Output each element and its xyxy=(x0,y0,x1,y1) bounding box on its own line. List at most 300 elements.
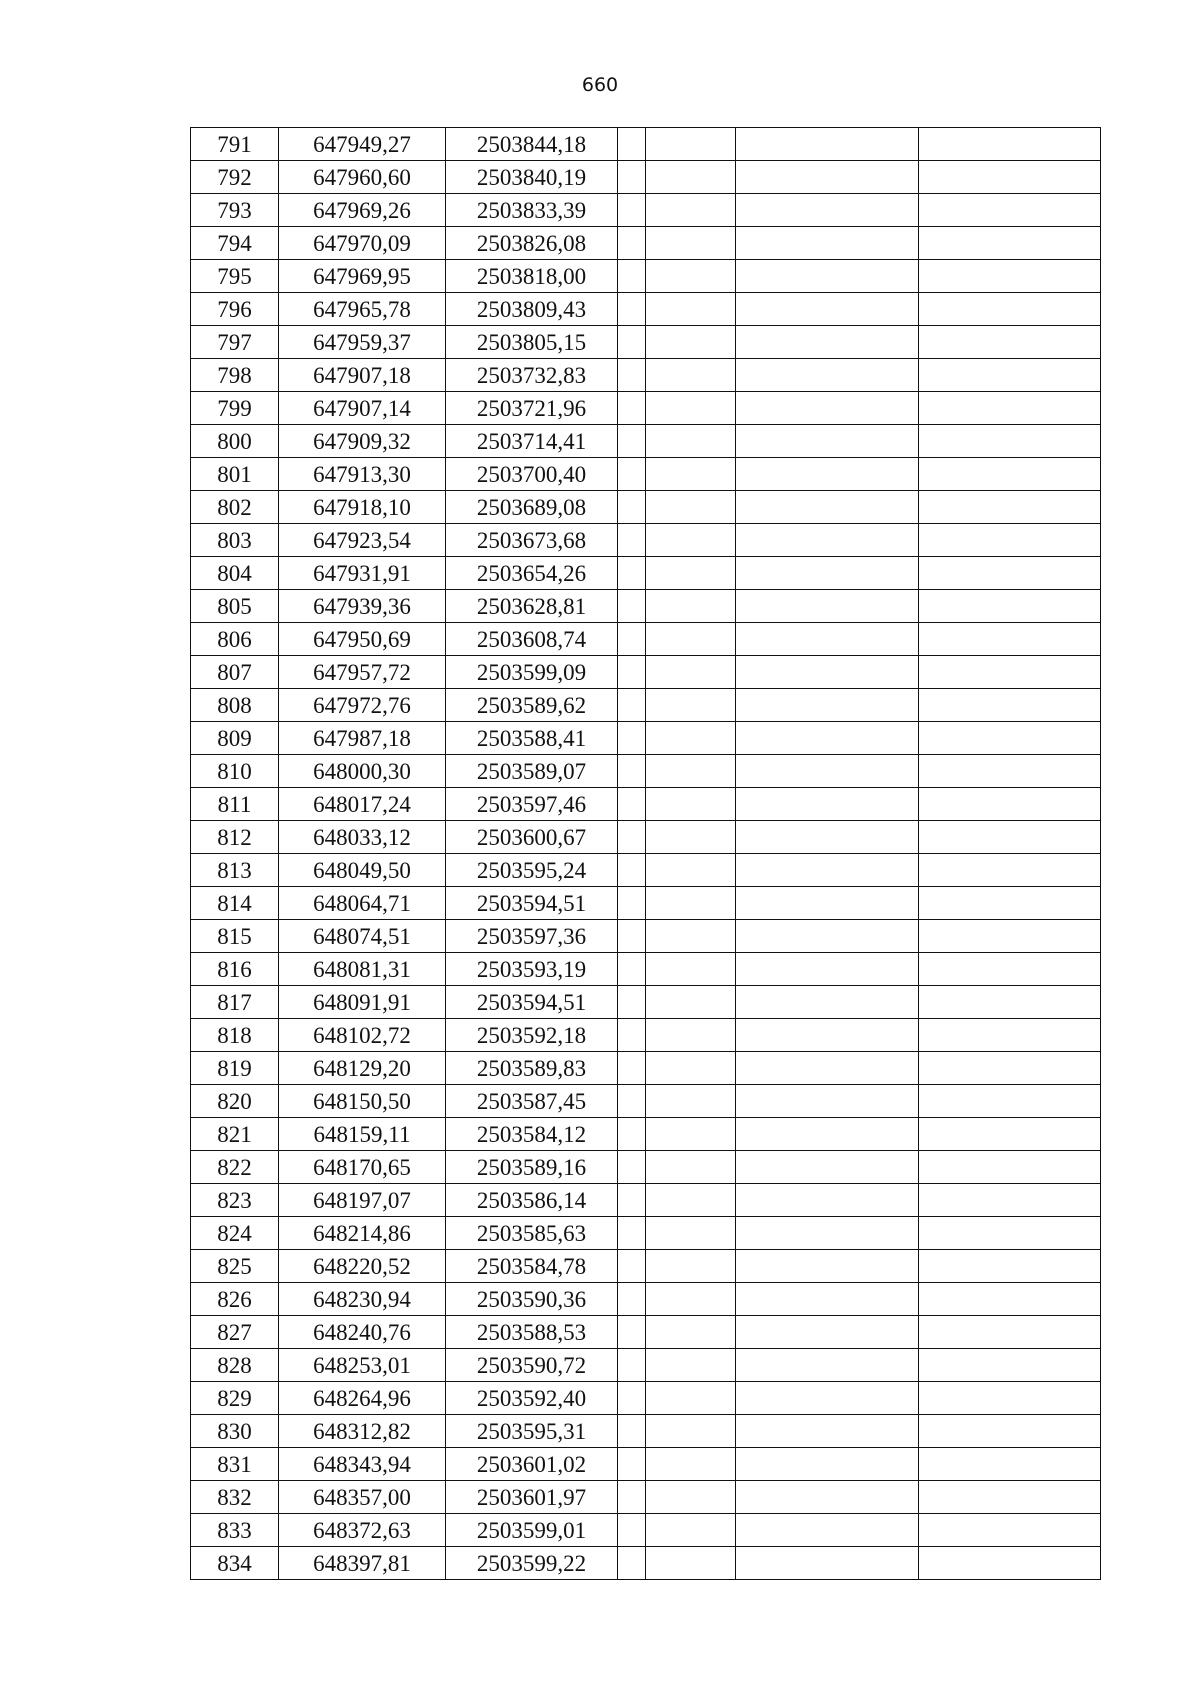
empty-cell xyxy=(646,656,736,689)
table-row xyxy=(191,524,1101,557)
empty-cell xyxy=(736,425,919,458)
empty-cell xyxy=(646,1019,736,1052)
point-number-cell: 834 xyxy=(191,1547,279,1580)
empty-cell xyxy=(736,920,919,953)
empty-cell xyxy=(646,359,736,392)
table-row xyxy=(191,1052,1101,1085)
table-row xyxy=(191,1250,1101,1283)
empty-cell xyxy=(646,491,736,524)
x-coordinate-cell: 648357,00 xyxy=(279,1481,446,1514)
empty-cell xyxy=(646,392,736,425)
empty-cell xyxy=(646,128,736,161)
table-row xyxy=(191,722,1101,755)
empty-cell xyxy=(919,656,1101,689)
empty-cell xyxy=(736,854,919,887)
x-coordinate-cell: 648064,71 xyxy=(279,887,446,920)
table-row xyxy=(191,887,1101,920)
empty-cell xyxy=(919,1085,1101,1118)
empty-cell xyxy=(646,161,736,194)
table-row xyxy=(191,458,1101,491)
point-number-cell: 827 xyxy=(191,1316,279,1349)
empty-cell xyxy=(646,194,736,227)
point-number-cell: 830 xyxy=(191,1415,279,1448)
x-coordinate-cell: 647907,18 xyxy=(279,359,446,392)
y-coordinate-cell: 2503601,97 xyxy=(446,1481,618,1514)
empty-cell xyxy=(618,887,646,920)
empty-cell xyxy=(919,1415,1101,1448)
empty-cell xyxy=(646,590,736,623)
point-number-cell: 795 xyxy=(191,260,279,293)
empty-cell xyxy=(919,1547,1101,1580)
point-number-cell: 813 xyxy=(191,854,279,887)
empty-cell xyxy=(646,1250,736,1283)
x-coordinate-cell: 648253,01 xyxy=(279,1349,446,1382)
table-row xyxy=(191,1316,1101,1349)
empty-cell xyxy=(646,1118,736,1151)
point-number-cell: 802 xyxy=(191,491,279,524)
x-coordinate-cell: 648230,94 xyxy=(279,1283,446,1316)
x-coordinate-cell: 648081,31 xyxy=(279,953,446,986)
empty-cell xyxy=(646,458,736,491)
empty-cell xyxy=(736,161,919,194)
empty-cell xyxy=(919,1118,1101,1151)
empty-cell xyxy=(646,557,736,590)
point-number-cell: 826 xyxy=(191,1283,279,1316)
empty-cell xyxy=(736,557,919,590)
empty-cell xyxy=(646,1349,736,1382)
table-row xyxy=(191,656,1101,689)
empty-cell xyxy=(919,392,1101,425)
empty-cell xyxy=(919,1184,1101,1217)
empty-cell xyxy=(618,1184,646,1217)
table-row xyxy=(191,392,1101,425)
x-coordinate-cell: 647969,26 xyxy=(279,194,446,227)
table-row xyxy=(191,854,1101,887)
empty-cell xyxy=(919,1382,1101,1415)
x-coordinate-cell: 648312,82 xyxy=(279,1415,446,1448)
empty-cell xyxy=(919,1349,1101,1382)
empty-cell xyxy=(618,1085,646,1118)
x-coordinate-cell: 648129,20 xyxy=(279,1052,446,1085)
point-number-cell: 803 xyxy=(191,524,279,557)
table-row xyxy=(191,1085,1101,1118)
x-coordinate-cell: 648159,11 xyxy=(279,1118,446,1151)
y-coordinate-cell: 2503714,41 xyxy=(446,425,618,458)
empty-cell xyxy=(736,1250,919,1283)
empty-cell xyxy=(618,722,646,755)
point-number-cell: 832 xyxy=(191,1481,279,1514)
x-coordinate-cell: 647949,27 xyxy=(279,128,446,161)
x-coordinate-cell: 648220,52 xyxy=(279,1250,446,1283)
empty-cell xyxy=(736,623,919,656)
empty-cell xyxy=(736,1052,919,1085)
empty-cell xyxy=(646,293,736,326)
empty-cell xyxy=(919,194,1101,227)
point-number-cell: 831 xyxy=(191,1448,279,1481)
x-coordinate-cell: 648240,76 xyxy=(279,1316,446,1349)
y-coordinate-cell: 2503592,40 xyxy=(446,1382,618,1415)
y-coordinate-cell: 2503585,63 xyxy=(446,1217,618,1250)
x-coordinate-cell: 647907,14 xyxy=(279,392,446,425)
empty-cell xyxy=(736,1481,919,1514)
table-row xyxy=(191,425,1101,458)
empty-cell xyxy=(618,1118,646,1151)
empty-cell xyxy=(919,326,1101,359)
point-number-cell: 819 xyxy=(191,1052,279,1085)
point-number-cell: 821 xyxy=(191,1118,279,1151)
empty-cell xyxy=(919,128,1101,161)
empty-cell xyxy=(736,986,919,1019)
empty-cell xyxy=(618,755,646,788)
empty-cell xyxy=(919,755,1101,788)
empty-cell xyxy=(618,1448,646,1481)
y-coordinate-cell: 2503599,01 xyxy=(446,1514,618,1547)
empty-cell xyxy=(646,953,736,986)
empty-cell xyxy=(646,1448,736,1481)
point-number-cell: 807 xyxy=(191,656,279,689)
y-coordinate-cell: 2503589,07 xyxy=(446,755,618,788)
point-number-cell: 815 xyxy=(191,920,279,953)
empty-cell xyxy=(646,722,736,755)
table-row xyxy=(191,1118,1101,1151)
table-row xyxy=(191,293,1101,326)
table-row xyxy=(191,491,1101,524)
y-coordinate-cell: 2503597,36 xyxy=(446,920,618,953)
point-number-cell: 801 xyxy=(191,458,279,491)
y-coordinate-cell: 2503844,18 xyxy=(446,128,618,161)
table-row xyxy=(191,590,1101,623)
empty-cell xyxy=(646,689,736,722)
y-coordinate-cell: 2503673,68 xyxy=(446,524,618,557)
empty-cell xyxy=(736,293,919,326)
empty-cell xyxy=(646,755,736,788)
table-row xyxy=(191,755,1101,788)
empty-cell xyxy=(618,392,646,425)
table-row xyxy=(191,260,1101,293)
table-row xyxy=(191,821,1101,854)
table-row xyxy=(191,1481,1101,1514)
x-coordinate-cell: 648091,91 xyxy=(279,986,446,1019)
empty-cell xyxy=(618,689,646,722)
empty-cell xyxy=(736,656,919,689)
empty-cell xyxy=(736,722,919,755)
empty-cell xyxy=(736,524,919,557)
empty-cell xyxy=(736,689,919,722)
point-number-cell: 818 xyxy=(191,1019,279,1052)
y-coordinate-cell: 2503588,53 xyxy=(446,1316,618,1349)
empty-cell xyxy=(736,887,919,920)
empty-cell xyxy=(736,1184,919,1217)
table-row xyxy=(191,194,1101,227)
coordinates-table xyxy=(190,127,1101,1580)
table-row xyxy=(191,1184,1101,1217)
empty-cell xyxy=(618,491,646,524)
empty-cell xyxy=(736,788,919,821)
empty-cell xyxy=(618,425,646,458)
empty-cell xyxy=(618,953,646,986)
table-row xyxy=(191,1283,1101,1316)
point-number-cell: 794 xyxy=(191,227,279,260)
empty-cell xyxy=(618,986,646,1019)
empty-cell xyxy=(736,821,919,854)
empty-cell xyxy=(646,1085,736,1118)
x-coordinate-cell: 648150,50 xyxy=(279,1085,446,1118)
table-row xyxy=(191,326,1101,359)
y-coordinate-cell: 2503809,43 xyxy=(446,293,618,326)
table-row xyxy=(191,557,1101,590)
empty-cell xyxy=(919,986,1101,1019)
y-coordinate-cell: 2503599,09 xyxy=(446,656,618,689)
empty-cell xyxy=(736,260,919,293)
x-coordinate-cell: 648033,12 xyxy=(279,821,446,854)
empty-cell xyxy=(618,524,646,557)
empty-cell xyxy=(646,1316,736,1349)
empty-cell xyxy=(646,788,736,821)
empty-cell xyxy=(919,1217,1101,1250)
x-coordinate-cell: 648049,50 xyxy=(279,854,446,887)
empty-cell xyxy=(618,854,646,887)
empty-cell xyxy=(919,557,1101,590)
table-row xyxy=(191,1217,1101,1250)
empty-cell xyxy=(618,1382,646,1415)
empty-cell xyxy=(736,1547,919,1580)
empty-cell xyxy=(736,1118,919,1151)
y-coordinate-cell: 2503700,40 xyxy=(446,458,618,491)
y-coordinate-cell: 2503594,51 xyxy=(446,986,618,1019)
empty-cell xyxy=(646,1415,736,1448)
empty-cell xyxy=(618,227,646,260)
x-coordinate-cell: 648197,07 xyxy=(279,1184,446,1217)
point-number-cell: 805 xyxy=(191,590,279,623)
x-coordinate-cell: 647939,36 xyxy=(279,590,446,623)
table-row xyxy=(191,1514,1101,1547)
x-coordinate-cell: 648343,94 xyxy=(279,1448,446,1481)
x-coordinate-cell: 647972,76 xyxy=(279,689,446,722)
point-number-cell: 816 xyxy=(191,953,279,986)
y-coordinate-cell: 2503818,00 xyxy=(446,260,618,293)
empty-cell xyxy=(736,1217,919,1250)
empty-cell xyxy=(618,260,646,293)
empty-cell xyxy=(646,260,736,293)
table-body xyxy=(191,128,1101,1580)
empty-cell xyxy=(618,128,646,161)
table-row xyxy=(191,1382,1101,1415)
empty-cell xyxy=(919,293,1101,326)
x-coordinate-cell: 647970,09 xyxy=(279,227,446,260)
empty-cell xyxy=(736,1019,919,1052)
y-coordinate-cell: 2503586,14 xyxy=(446,1184,618,1217)
empty-cell xyxy=(646,425,736,458)
empty-cell xyxy=(919,920,1101,953)
empty-cell xyxy=(919,491,1101,524)
empty-cell xyxy=(736,590,919,623)
empty-cell xyxy=(919,953,1101,986)
x-coordinate-cell: 647965,78 xyxy=(279,293,446,326)
empty-cell xyxy=(646,1184,736,1217)
empty-cell xyxy=(618,1283,646,1316)
empty-cell xyxy=(646,920,736,953)
empty-cell xyxy=(736,227,919,260)
y-coordinate-cell: 2503593,19 xyxy=(446,953,618,986)
empty-cell xyxy=(618,1052,646,1085)
empty-cell xyxy=(919,359,1101,392)
empty-cell xyxy=(646,887,736,920)
empty-cell xyxy=(919,1514,1101,1547)
empty-cell xyxy=(736,1085,919,1118)
empty-cell xyxy=(919,590,1101,623)
empty-cell xyxy=(618,623,646,656)
x-coordinate-cell: 648264,96 xyxy=(279,1382,446,1415)
table-row xyxy=(191,623,1101,656)
y-coordinate-cell: 2503587,45 xyxy=(446,1085,618,1118)
y-coordinate-cell: 2503721,96 xyxy=(446,392,618,425)
table-row xyxy=(191,689,1101,722)
empty-cell xyxy=(919,1250,1101,1283)
empty-cell xyxy=(736,392,919,425)
empty-cell xyxy=(736,1382,919,1415)
empty-cell xyxy=(618,1481,646,1514)
empty-cell xyxy=(618,458,646,491)
empty-cell xyxy=(919,788,1101,821)
x-coordinate-cell: 647957,72 xyxy=(279,656,446,689)
empty-cell xyxy=(919,1151,1101,1184)
y-coordinate-cell: 2503584,12 xyxy=(446,1118,618,1151)
empty-cell xyxy=(646,623,736,656)
empty-cell xyxy=(646,326,736,359)
table-row xyxy=(191,359,1101,392)
x-coordinate-cell: 647909,32 xyxy=(279,425,446,458)
empty-cell xyxy=(618,590,646,623)
empty-cell xyxy=(919,161,1101,194)
table-row xyxy=(191,161,1101,194)
x-coordinate-cell: 648000,30 xyxy=(279,755,446,788)
point-number-cell: 825 xyxy=(191,1250,279,1283)
point-number-cell: 828 xyxy=(191,1349,279,1382)
empty-cell xyxy=(736,326,919,359)
empty-cell xyxy=(736,1349,919,1382)
y-coordinate-cell: 2503592,18 xyxy=(446,1019,618,1052)
empty-cell xyxy=(919,821,1101,854)
empty-cell xyxy=(919,227,1101,260)
empty-cell xyxy=(919,1019,1101,1052)
empty-cell xyxy=(618,194,646,227)
empty-cell xyxy=(919,623,1101,656)
empty-cell xyxy=(646,1283,736,1316)
point-number-cell: 793 xyxy=(191,194,279,227)
point-number-cell: 809 xyxy=(191,722,279,755)
y-coordinate-cell: 2503689,08 xyxy=(446,491,618,524)
x-coordinate-cell: 647969,95 xyxy=(279,260,446,293)
empty-cell xyxy=(646,854,736,887)
y-coordinate-cell: 2503595,24 xyxy=(446,854,618,887)
x-coordinate-cell: 647950,69 xyxy=(279,623,446,656)
empty-cell xyxy=(736,194,919,227)
y-coordinate-cell: 2503589,62 xyxy=(446,689,618,722)
x-coordinate-cell: 647959,37 xyxy=(279,326,446,359)
x-coordinate-cell: 647913,30 xyxy=(279,458,446,491)
y-coordinate-cell: 2503597,46 xyxy=(446,788,618,821)
table-row xyxy=(191,1019,1101,1052)
empty-cell xyxy=(618,788,646,821)
x-coordinate-cell: 647918,10 xyxy=(279,491,446,524)
table-row xyxy=(191,1547,1101,1580)
y-coordinate-cell: 2503590,72 xyxy=(446,1349,618,1382)
empty-cell xyxy=(736,1415,919,1448)
y-coordinate-cell: 2503732,83 xyxy=(446,359,618,392)
empty-cell xyxy=(919,1481,1101,1514)
empty-cell xyxy=(736,1316,919,1349)
point-number-cell: 791 xyxy=(191,128,279,161)
empty-cell xyxy=(646,986,736,1019)
y-coordinate-cell: 2503805,15 xyxy=(446,326,618,359)
empty-cell xyxy=(736,1151,919,1184)
empty-cell xyxy=(919,722,1101,755)
empty-cell xyxy=(919,458,1101,491)
y-coordinate-cell: 2503589,16 xyxy=(446,1151,618,1184)
point-number-cell: 833 xyxy=(191,1514,279,1547)
point-number-cell: 812 xyxy=(191,821,279,854)
empty-cell xyxy=(618,1217,646,1250)
y-coordinate-cell: 2503589,83 xyxy=(446,1052,618,1085)
point-number-cell: 800 xyxy=(191,425,279,458)
point-number-cell: 814 xyxy=(191,887,279,920)
empty-cell xyxy=(736,1514,919,1547)
table-row xyxy=(191,128,1101,161)
y-coordinate-cell: 2503628,81 xyxy=(446,590,618,623)
y-coordinate-cell: 2503590,36 xyxy=(446,1283,618,1316)
empty-cell xyxy=(646,1514,736,1547)
point-number-cell: 808 xyxy=(191,689,279,722)
point-number-cell: 796 xyxy=(191,293,279,326)
x-coordinate-cell: 648214,86 xyxy=(279,1217,446,1250)
x-coordinate-cell: 648170,65 xyxy=(279,1151,446,1184)
point-number-cell: 797 xyxy=(191,326,279,359)
y-coordinate-cell: 2503654,26 xyxy=(446,557,618,590)
empty-cell xyxy=(919,524,1101,557)
table-row xyxy=(191,1448,1101,1481)
empty-cell xyxy=(736,128,919,161)
point-number-cell: 829 xyxy=(191,1382,279,1415)
empty-cell xyxy=(736,458,919,491)
empty-cell xyxy=(618,1547,646,1580)
y-coordinate-cell: 2503600,67 xyxy=(446,821,618,854)
empty-cell xyxy=(919,1316,1101,1349)
empty-cell xyxy=(618,1316,646,1349)
point-number-cell: 811 xyxy=(191,788,279,821)
point-number-cell: 799 xyxy=(191,392,279,425)
table-row xyxy=(191,1349,1101,1382)
empty-cell xyxy=(646,1052,736,1085)
y-coordinate-cell: 2503826,08 xyxy=(446,227,618,260)
empty-cell xyxy=(736,491,919,524)
empty-cell xyxy=(646,1547,736,1580)
page-number: 660 xyxy=(581,74,619,96)
point-number-cell: 817 xyxy=(191,986,279,1019)
empty-cell xyxy=(919,1283,1101,1316)
empty-cell xyxy=(736,755,919,788)
x-coordinate-cell: 647931,91 xyxy=(279,557,446,590)
table-row xyxy=(191,1151,1101,1184)
point-number-cell: 804 xyxy=(191,557,279,590)
y-coordinate-cell: 2503840,19 xyxy=(446,161,618,194)
empty-cell xyxy=(646,1151,736,1184)
y-coordinate-cell: 2503595,31 xyxy=(446,1415,618,1448)
table-row xyxy=(191,953,1101,986)
empty-cell xyxy=(646,1382,736,1415)
empty-cell xyxy=(618,161,646,194)
y-coordinate-cell: 2503584,78 xyxy=(446,1250,618,1283)
x-coordinate-cell: 648397,81 xyxy=(279,1547,446,1580)
